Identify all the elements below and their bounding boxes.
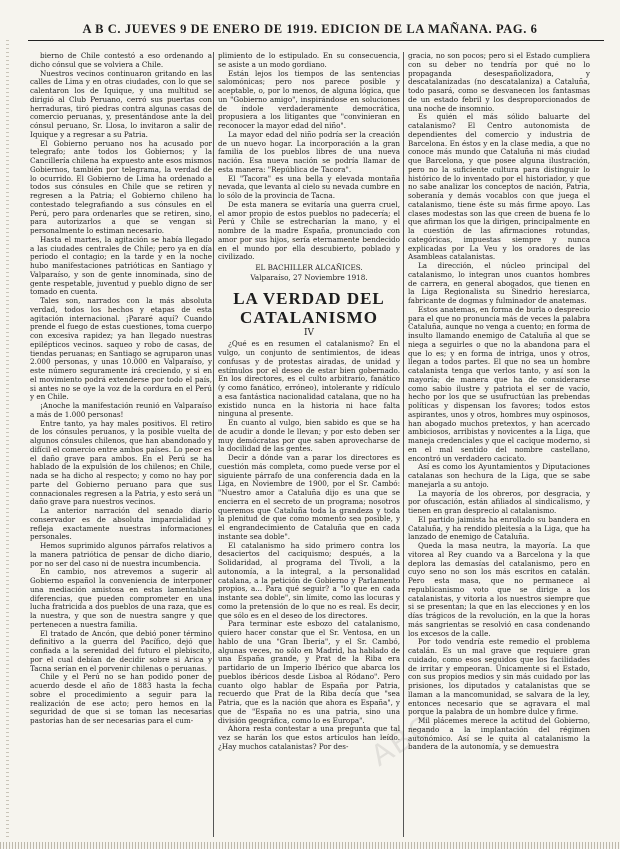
paragraph: Chile y el Perú no se han podido poner de acuerdo desde el año de 1883 hasta la fecha sobre el procedimiento a seguir para la realización de ese acto; pero hemos en la seguridad de que si se toman las necesarias pastorias han de ser necesarias para el cum-	[30, 672, 212, 725]
paragraph: El partido jaimista ha enrollado su bandera en Cataluña, y ha rendido pleitesía a la Liga, que ha lanzado de enemigo de Cataluña.	[408, 514, 590, 542]
paragraph: ¡Anoche la manifestación reunió en Valparaíso a más de 1.000 personas!	[30, 401, 212, 419]
article-title: LA VERDAD DEL CATALANISMO	[233, 288, 385, 327]
abc-watermark: ABC	[365, 708, 440, 773]
paragraph: bierno de Chile contestó a eso ordenando a dicho cónsul que se volviera a Chile.	[30, 52, 212, 69]
header-rule	[28, 40, 604, 41]
paragraph: El "Tacora" es una bella y elevada montaña nevada, que levanta al cielo su nevada cumbre en lo sólo de la provincia de Tacna.	[218, 173, 400, 200]
scan-edge	[6, 40, 9, 840]
paragraph: Entre tanto, ya hay males positivos. El retiro de los cónsules peruanos, y la posible vuelta de algunos cónsules chilenos, que han abandonado y difícil el comercio entre ambos países. Lo peor es el daño grave para ambos. En el Perú se ha hablado de la expulsión de los chilenos; en Chile, nada se ha dicho al respecto; y como no hay por parte del Gobierno peruano para que sus connacionales regresen a la Patria, y esto será un daño grave para nuestros vecinos.	[30, 418, 212, 507]
paragraph: El tratado de Ancón, que debió poner término definitivo a la guerra del Pacífico, dejó que confiada a la serenidad del futuro el plebiscito, por el cual debían de decidir sobre si Arica y Tacna serían en el porvenir chilenas o peruanas.	[30, 628, 212, 673]
paragraph: De esta manera se evitaría una guerra cruel, el amor propio de estos pueblos no padecería; el Perú y Chile se estrecharían la mano, y el nombre de la madre España, pronunciado con amor por sus hijos, sería eternamente bendecido en el mundo por ella descubierto, poblado y civilizado.	[218, 199, 400, 262]
scan-edge-bottom	[0, 842, 620, 849]
paragraph: En cuanto al vulgo, bien sabido es que se ha de acudir a donde le llevan; y por esto deben ser muy demócratas por que saben aprovecharse de la docilidad de las gentes.	[218, 418, 400, 454]
page-header: A B C. JUEVES 9 DE ENERO DE 1919. EDICION DE LA MAÑANA. PAG. 6	[82, 22, 538, 36]
paragraph: ¿Qué es en resumen el catalanismo? En el vulgo, un conjunto de sentimientos, de ideas confusas y de protestas airadas, de unidad y estímulos por el deseo de estar bien gobernado. En los directores, es el culto arbitrario, fanático (y como fanático, erróneo), intolerante y ridículo a esa fantástica nacionalidad catalana, que no ha existido nunca en la historia ni hace falta ninguna al presente.	[218, 339, 400, 419]
paragraph: Así es como los Ayuntamientos y Diputaciones catalanas son hechura de la Liga, que se sabe manejarla a su antojo.	[408, 462, 590, 489]
paragraph: Mil plácemes merece la actitud del Gobierno, negando a la implantación del régimen autonómico. Así se le quita al catalanismo la bandera de la autonomía, y se demuestra	[408, 716, 590, 752]
paragraph: gracia, no son pocos; pero si el Estado cumpliera con su deber no tendría por qué no lo propaganda desespañolizadora, y descatalanizadas (no descatalaniza) a Cataluña, todo pasará, como se desvanecen los fantasmas de un estado febril y los desproporcionados de una noche de insomnio.	[408, 52, 590, 113]
paragraph: La mayor edad del niño podría ser la creación de un nuevo hogar. La incorporación a la gran familia de los pueblos libres de una nueva nación. Esa nueva nación se podría llamar de esta manera: "República de Tacora".	[218, 129, 400, 174]
paragraph: Por todo vendría este remedio el problema catalán. Es un mal grave que requiere gran cuidado, como esos seguidos que los facilidades de irritar y empeoran. Únicamente si el Estado, con sus propios medios y sin más cuidado por las prisiones, los diputados y catalanistas que se llaman a la mancomunidad, se salvara de la ley, entonces necesario que se agravara el mal porque la palabra de un hombre dulce y firme.	[408, 637, 590, 717]
paragraph: plimiento de lo estipulado. En su consecuencia, se asiste a un modo gordiano.	[218, 52, 400, 69]
paragraph: Es quién el más sólido baluarte del catalanismo? El Centro autonomista de dependientes del comercio y industria de Barcelona. En éstos y en la clase media, a que no conoce más mundo que Cataluña ni más ciudad que Barcelona, y que posee alguna ilustración, pero no la suficiente cultura para distinguir lo histórico de lo inventado por el historiador, y que no sabe analizar los conceptos de nación, Patria, soberanía y demás vocablos con que juega el catalanismo, tiene éste su más firme apoyo. Las clases modestas son las que creen de buena fe lo que afirman los que la dirigen, principalmente en la cuestión de las afirmaciones rotundas, categóricas, impuestas siempre y nunca explicadas por La Veu y los oradores de las Asambleas catalanistas.	[408, 112, 590, 262]
paragraph: Nuestros vecinos continuaron gritando en las calles de Lima y en otras ciudades, con lo que se calentaron los de Iquique, y una multitud se dirigió al Club Peruano, cerró sus puertas con herraduras, tiró piedras contra algunas casas de comercio peruanas, y, presentándose ante la del cónsul peruano, Sr. Llosa, lo invitaron a salir de Iquique y a regresar a su Patria.	[30, 68, 212, 139]
paragraph: Tales son, narrados con la más absoluta verdad, todos los hechos y etapas de esta agitación internacional. ¡Pararé aquí? Cuando prende el fuego de estas cuestiones, toma cuerpo con excesiva rapidez; ya han llegado nuestras epilépticos vecinos. saqueo y robo de casas, de tiendas peruanas; en Santiago se agruparon unas 2.000 personas, y unas 10.000 en Valparaíso, y este número seguramente irá creciendo, y si en el movimiento podrá extenderse por todo el país, si antes no se oye la voz de la cordura en el Perú y en Chile.	[30, 296, 212, 402]
paragraph: La dirección, el núcleo principal del catalanismo, lo integran unos cuantos hombres de carrera, en general abogados, que tienen en la Liga Regionalista su Sinedrio heresiarca, fabricante de dogmas y fulminador de anatemas.	[408, 261, 590, 305]
column-left	[30, 52, 212, 837]
paragraph: El Gobierno peruano nos ha acusado por telegrafo; ante todos los Gobiernos; y la Cancillería chilena ha expuesto ante esos mismos Gobiernos, también por telegrama, la verdad de lo ocurrido. El Gobierno de Lima ha ordenado a todos sus cónsules en Chile que se retiren y regresen a la Patria; el Gobierno chileno ha contestado telegrafiando a sus cónsules en el Perú, pero para ordenarles que se retiren, sino, para autorizarlos a que se vengan si personalmente lo estiman necesario.	[30, 138, 212, 235]
paragraph: Queda la masa neutra, la mayoría. La que vitorea al Rey cuando va a Barcelona y la que deplora las demasías del catalanismo, pero en cuyo seno no son los más escritos en catalán. Pero esta masa, que no permanece al republicanismo voto que se dirige a los catalanistas, y vitoria a los nuestros siempre que si se presentan; la que en las elecciones y en los días trágicos de la revolución, en la que la horas más sangrientas se resolvió en casa condenando los excesos de la calle.	[408, 541, 590, 638]
paragraph: Hasta el martes, la agitación se había llegado a las ciudades centrales de Chile; pero ya en día periodo el contagio; en la tarde y en la noche hubo manifestaciones patrióticas en Santiago y Valparaíso, y son de gente innominada, sino de gente respetable, juventud y pueblo digno de ser tomado en cuenta.	[30, 234, 212, 297]
paragraph: Hemos suprimido algunos párrafos relativos a la manera patriótica de pensar de dicho diario, por no ser del caso ni de nuestra incumbencia.	[30, 541, 212, 568]
paragraph: La anterior narración del senado diario conservador es de absoluta imparcialidad y refleja exactamente nuestras informaciones personales.	[30, 506, 212, 542]
column-rule-1	[213, 52, 214, 837]
paragraph: Ahora resta contestar a una pregunta que tal vez se harán los que estos artículos han leído. ¿Hay muchos catalanistas? Por des-	[218, 724, 400, 751]
place-date: Valparaíso, 27 Noviembre 1918.	[250, 272, 368, 282]
column-rule-2	[403, 52, 404, 837]
paragraph: El catalanismo ha sido primero contra los desaciertos del caciquismo; después, a la Solidaridad, al programa del Tívoli, a la autonomía, a la integral, a la personalidad catalana, a la petición de Gobierno y Parlamento propios, a... Para qué seguir? a "lo que en cada instante sea doble", sin límite, como las locuras y como la pretensión de lo que no es real. Es decir, que sólo es en el deseo de los directores.	[218, 540, 400, 620]
author-signature: EL BACHILLER ALCAÑICES.	[255, 263, 363, 272]
paragraph: Estos anatemas, en forma de burla o desprecio para el que no pronuncia más de veces la palabra Cataluña, aunque no venga a cuento; en forma de insulto llamando enemigo de Cataluña al que se niega a seguirles o que no la abandona para el que lo es; y en forma de intriga, unos y otros, llegan a todos partes. El que no sea un hombre catalanista tenga que verlos tanto, y así son la mayoría; de manera que ha de considerarse como sabio ilustre y patriota el ser de vacío, hecho por los que se usufructúan las prebendas políticas y dispensan los favores; todos estos aspirantes, unos y otros, hombres muy ospinosos, han abogado muchos pretextos, y han acercado ambiciosos, arribistas y novicentes a la Liga, que maneja credenciales y que el cacique moderno, si en el mal sentido del nombre castellano, encontró un verdadero cacicato.	[408, 304, 590, 463]
article-number: IV	[303, 327, 315, 338]
column-middle	[218, 52, 400, 837]
column-right	[408, 52, 590, 837]
paragraph: Están lejos los tiempos de las sentencias salomónicas; pero nos parece posible y aceptable, o, por lo menos, de alguna lógica, que un "Gobierno amigo", inspirándose en soluciones de índole verdaderamente democrática, propusiera a los litigantes que "convinieran en reconocer la mayor edad del niño".	[218, 68, 400, 130]
paragraph: La mayoría de los obreros, por desgracia, y por ofuscación, están afiliados al sindicalismo, y tienen en gran desprecio al catalanismo.	[408, 488, 590, 515]
paragraph: Para terminar este esbozo del catalanismo, quiero hacer constar que el Sr. Ventosa, en un hablo de una "Gran Iberia", y el Sr. Cambó, algunas veces, no sólo en Madrid, ha hablado de una España grande, y Prat de la Riba era partidario de un Imperio Ibérico que abarca los pueblos ibéricos desde Lisboa al Ródano". Pero cuanto olgo hablar de España por Patria, recuerdo que Prat de la Riba decía que "sea Patria, que es la nación que ahora es España", y que de "España no es una patria, sino una división geográfica, como lo es Europa".	[218, 619, 400, 725]
paragraph: Decir a dónde van a parar los directores es cuestión más completa, como puede verse por el siguiente párrafo de una conferencia dada en la Liga, en Noviembre de 1900, por el Sr. Cambó: "Nuestro amor a Cataluña dijo es una que se encierra en el secreto de un programa; nosotros queremos que Cataluña toda la grandeza y toda la plenitud de que como momento sea posible, y el engrandecimiento de Cataluña que en cada instante sea doble".	[218, 453, 400, 541]
paragraph: En cambio, nos atrevemos a sugerir al Gobierno español la conveniencia de interponer una mediación amistosa en estas lamentables diferencias, que pueden comprometer en una lucha fratricida a dos pueblos de una raza, que es la nuestra, y que son de nuestra sangre y que pertenecen a nuestra familia.	[30, 567, 212, 629]
